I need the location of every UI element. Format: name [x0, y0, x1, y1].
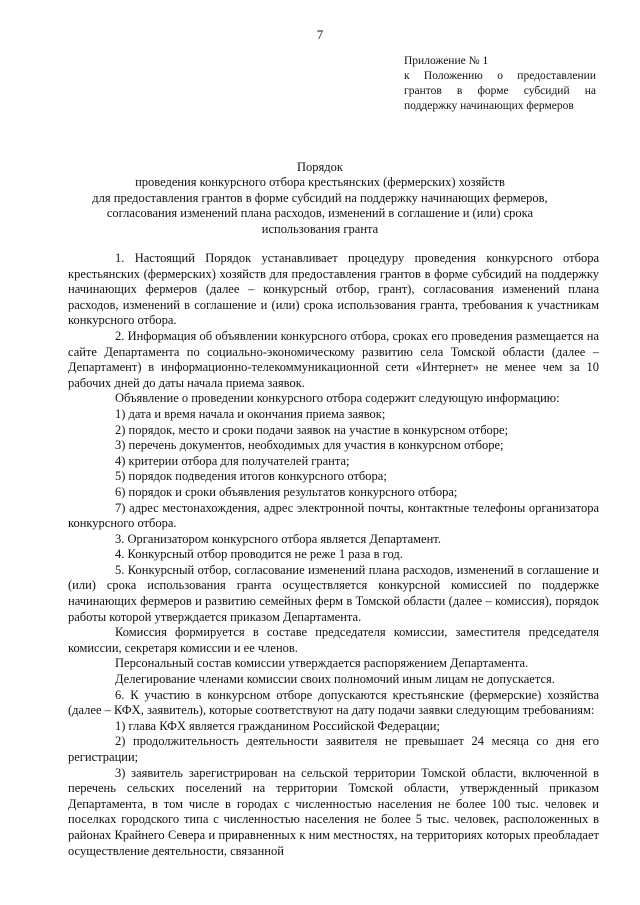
heading-line: использования гранта: [261, 221, 379, 236]
list-item: 4) критерии отбора для получателей гранта;: [115, 453, 350, 468]
heading-line: проведения конкурсного отбора крестьянских (фермерских) хозяйств: [135, 175, 505, 190]
list-item: 6) порядок и сроки объявления результатов конкурсного отбора;: [115, 484, 458, 499]
list-item: 5) порядок подведения итогов конкурсного отбора;: [115, 469, 387, 484]
list-item: 1) дата и время начала и окончания приема заявок;: [115, 406, 386, 421]
document-heading: [40, 160, 600, 237]
heading-line: согласования изменений плана расходов, изменений в соглашение и (или) срока: [106, 206, 534, 221]
appendix-title: Приложение № 1: [404, 55, 489, 67]
page-number: 7: [316, 27, 324, 42]
appendix-reference: к Положению о предоставлении грантов в форме субсидий на поддержку начинающих фермеров: [404, 70, 596, 112]
paragraph: 5. Конкурсный отбор, согласование изменений плана расходов, изменений в соглашение и (или) срока использования гранта осуществляется конкурсной комиссией по поддержке начинающих фермеров и развитию семейных ферм в Томской области (далее – комиссия), порядок работы которой утверждается приказом Департамента.: [68, 562, 599, 624]
paragraph: 3. Организатором конкурсного отбора является Департамент.: [115, 531, 441, 546]
paragraph: Объявление о проведении конкурсного отбора содержит следующую информацию:: [115, 391, 560, 406]
paragraph: 4. Конкурсный отбор проводится не реже 1 раза в год.: [115, 547, 403, 562]
heading-line: Порядок: [297, 160, 343, 174]
list-item: 7) адрес местонахождения, адрес электронной почты, контактные телефоны организатора конкурсного отбора.: [68, 500, 599, 531]
list-item: 2) продолжительность деятельности заявителя не превышает 24 месяца со дня его регистрации;: [68, 734, 599, 764]
paragraph: Комиссия формируется в составе председателя комиссии, заместителя председателя комиссии, секретаря комиссии и ее членов.: [68, 625, 599, 655]
appendix-note: [404, 54, 596, 114]
paragraph: 1. Настоящий Порядок устанавливает процедуру проведения конкурсного отбора крестьянских (фермерских) хозяйств для предоставления грантов в форме субсидий на поддержку начинающих фермеров (далее – конкурсный отбор, грант), согласования изменений плана расходов, изменений в соглашение и (или) срока использования гранта, требования к участникам конкурсного отбора.: [68, 251, 599, 328]
list-item: 3) заявитель зарегистрирован на сельской территории Томской области, включенной в перечень сельских поселений на территории Томской области, утвержденный приказом Департамента, в том числе в городах с численностью населения не более 100 тыс. человек и поселках городского типа с численностью населения не более 5 тыс. человек, расположенных в районах Крайнего Севера и приравненных к ним местностях, на территориях которых преобладает осуществление деятельности, связанной: [68, 765, 599, 858]
paragraph: Персональный состав комиссии утверждается распоряжением Департамента.: [115, 656, 529, 671]
list-item: 1) глава КФХ является гражданином Российской Федерации;: [115, 718, 440, 733]
paragraph: Делегирование членами комиссии своих полномочий иным лицам не допускается.: [115, 672, 555, 687]
paragraph: 2. Информация об объявлении конкурсного отбора, сроках его проведения размещается на сайте Департамента по социально-экономическому развитию села Томской области (далее – Департамент) в информационно-телекоммуникационной сети «Интернет» не менее чем за 10 рабочих дней до даты начала приема заявок.: [68, 328, 599, 390]
list-item: 2) порядок, место и сроки подачи заявок на участие в конкурсном отборе;: [115, 422, 509, 437]
heading-line: для предоставления грантов в форме субсидий на поддержку начинающих фермеров,: [92, 190, 548, 205]
paragraph: 6. К участию в конкурсном отборе допускаются крестьянские (фермерские) хозяйства (далее – КФХ, заявитель), которые соответствуют на дату подачи заявки следующим требованиям:: [68, 687, 599, 718]
list-item: 3) перечень документов, необходимых для участия в конкурсном отборе;: [115, 438, 504, 453]
document-body: [68, 251, 599, 859]
